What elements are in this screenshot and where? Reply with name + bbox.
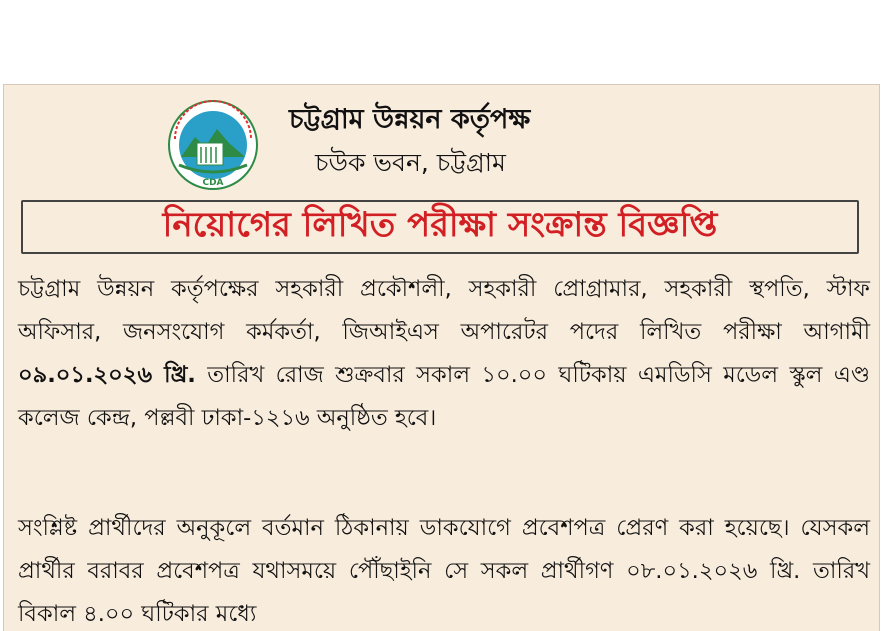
- org-name: চট্টগ্রাম উন্নয়ন কর্তৃপক্ষ: [289, 104, 531, 135]
- cda-logo-icon: [167, 99, 259, 191]
- notice-panel: [3, 84, 880, 631]
- paragraph-1-text-end: তারিখ রোজ শুক্রবার সকাল ১০.০০ ঘটিকায় এমডিসি মডেল স্কুল এণ্ড কলেজ কেন্দ্র, পল্লবী ঢাকা-১২১৬ অনুষ্ঠিত হবে।: [18, 362, 871, 431]
- notice-paragraph-1: [18, 268, 870, 440]
- org-address: চউক ভবন, চট্টগ্রাম: [315, 148, 506, 177]
- notice-paragraph-2: সংশ্লিষ্ট প্রার্থীদের অনুকূলে বর্তমান ঠিকানায় ডাকযোগে প্রবেশপত্র প্রেরণ করা হয়েছে। যেসকল প্রার্থীর বরাবর প্রবেশপত্র যথাসময়ে পৌঁছাইনি সে সকল প্রার্থীগণ ০৮.০১.২০২৬ খ্রি. তারিখ বিকাল ৪.০০ ঘটিকার মধ্যে: [18, 515, 870, 627]
- notice-header: [4, 85, 879, 193]
- notice-title-box: [21, 200, 859, 254]
- exam-date: ০৯.০১.২০২৬ খ্রি.: [18, 362, 196, 388]
- paragraph-1-text-start: চট্টগ্রাম উন্নয়ন কর্তৃপক্ষের সহকারী প্রকৌশলী, সহকারী প্রোগ্রামার, সহকারী স্থপতি, স্টাফ অফিসার, জনসংযোগ কর্মকর্তা, জিআইএস অপারেটর পদের লিখিত পরীক্ষা আগামী: [18, 276, 870, 345]
- logo-label: CDA: [202, 178, 224, 188]
- notice-title: নিয়োগের লিখিত পরীক্ষা সংক্রান্ত বিজ্ঞপ্তি: [162, 204, 718, 245]
